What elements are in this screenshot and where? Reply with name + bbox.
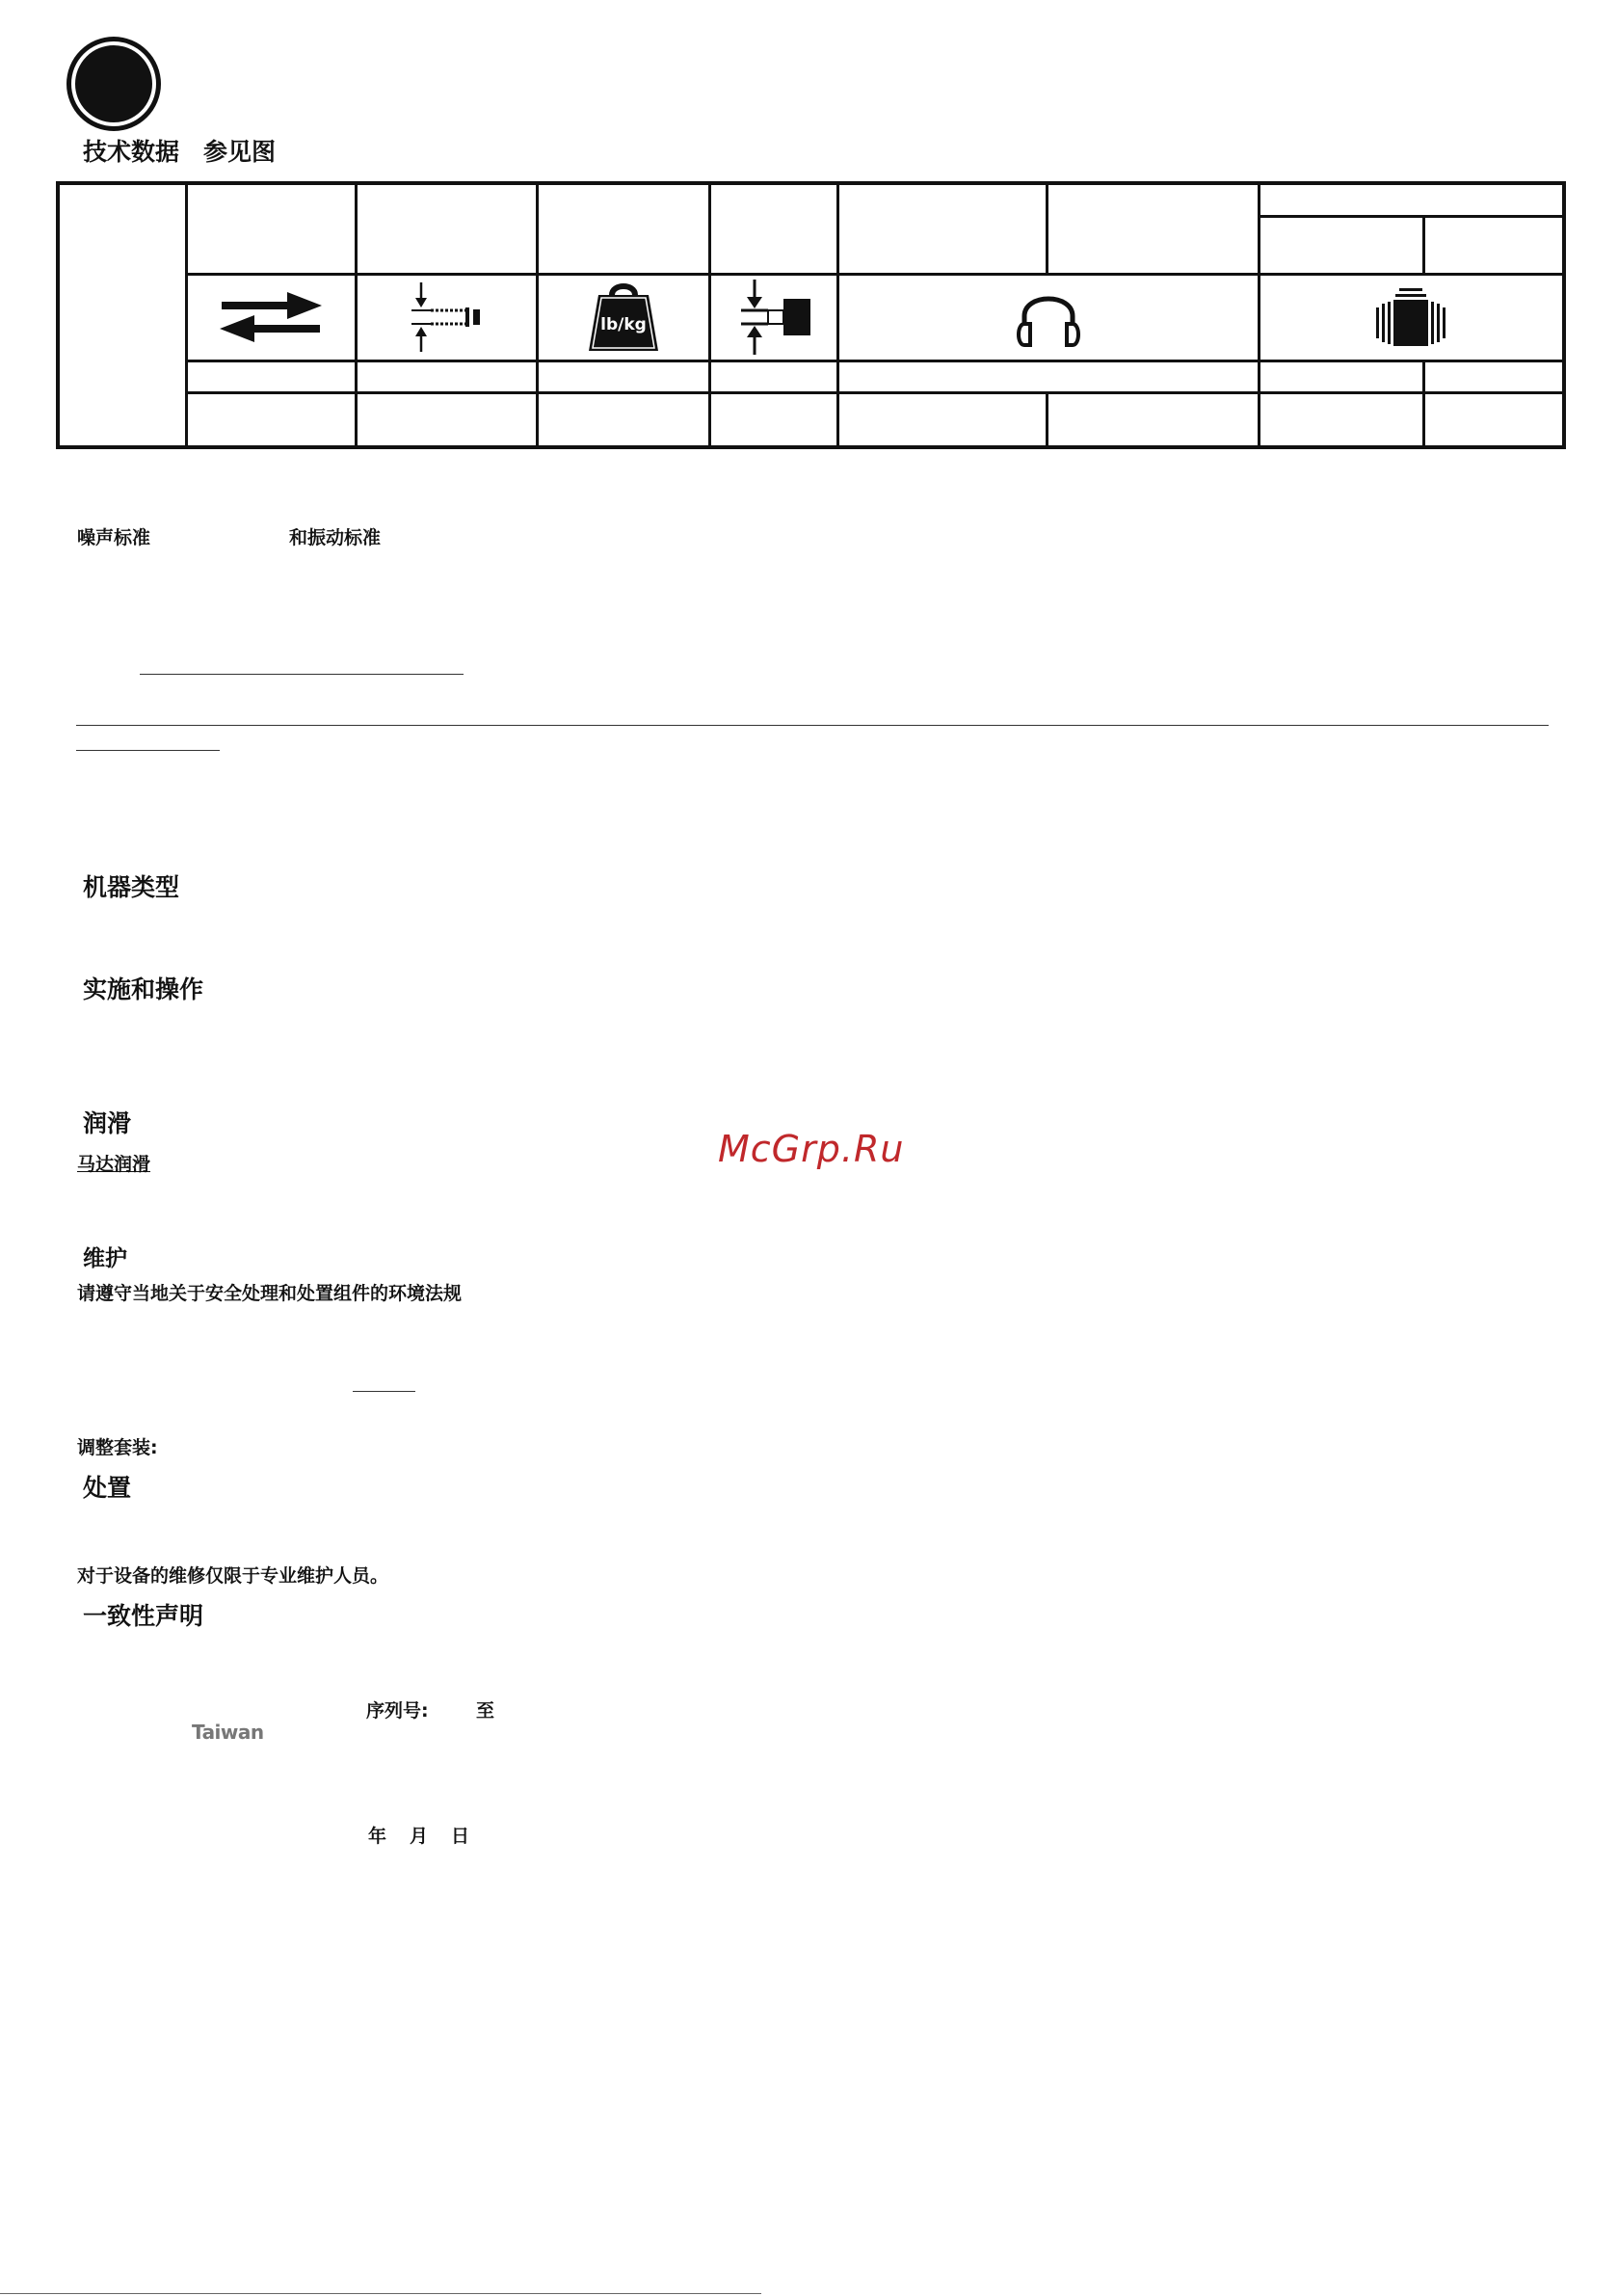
conformity-heading: 一致性声明 (83, 1602, 204, 1630)
month-label: 月 (410, 1826, 429, 1847)
vibration-header (1259, 183, 1564, 216)
year-label: 年 (368, 1826, 387, 1847)
watermark: McGrp.Ru (718, 1128, 905, 1170)
clamp-icon (735, 278, 812, 357)
machine-type-heading: 机器类型 (83, 873, 180, 901)
lubrication-heading: 润滑 (83, 1109, 132, 1137)
clamp-cell (709, 274, 837, 360)
maintenance-note: 请遵守当地关于安全处理和处置组件的环境法规 (77, 1283, 463, 1304)
double-arrow-icon (218, 286, 324, 348)
spec-table (56, 181, 1566, 449)
vibration-standard-label: 和振动标准 (289, 527, 382, 548)
weight-icon (585, 280, 662, 355)
noise-cell (837, 274, 1259, 360)
footer-line (0, 2293, 761, 2294)
weight-unit-label: lb/kg (599, 315, 647, 334)
serial-to-label: 至 (476, 1700, 495, 1722)
serial-label: 序列号: (366, 1700, 429, 1722)
page-title: 技术数据 参见图 (83, 138, 277, 166)
weight-cell (537, 274, 709, 360)
divider-line (76, 725, 1549, 726)
maintenance-heading: 维护 (83, 1246, 127, 1271)
language-marker (71, 41, 156, 126)
model-column (58, 183, 186, 447)
direction-cell (186, 274, 356, 360)
signature-line (140, 674, 464, 675)
noise-standard-label: 噪声标准 (77, 527, 151, 548)
operation-heading: 实施和操作 (83, 975, 204, 1003)
day-label: 日 (451, 1826, 470, 1847)
headphones-icon (1015, 287, 1082, 347)
vibration-icon (1372, 286, 1449, 348)
short-divider (76, 750, 220, 751)
vibration-cell (1259, 274, 1564, 360)
disposal-heading: 处置 (83, 1474, 132, 1502)
screw-size-icon (408, 279, 485, 356)
country-label: Taiwan (192, 1721, 264, 1744)
short-underline (353, 1391, 415, 1392)
motor-lubrication-link[interactable]: 马达润滑 (77, 1154, 151, 1175)
repair-note: 对于设备的维修仅限于专业维护人员。 (77, 1565, 389, 1587)
adjust-kit-label: 调整套装: (77, 1437, 158, 1458)
screw-cell (356, 274, 537, 360)
